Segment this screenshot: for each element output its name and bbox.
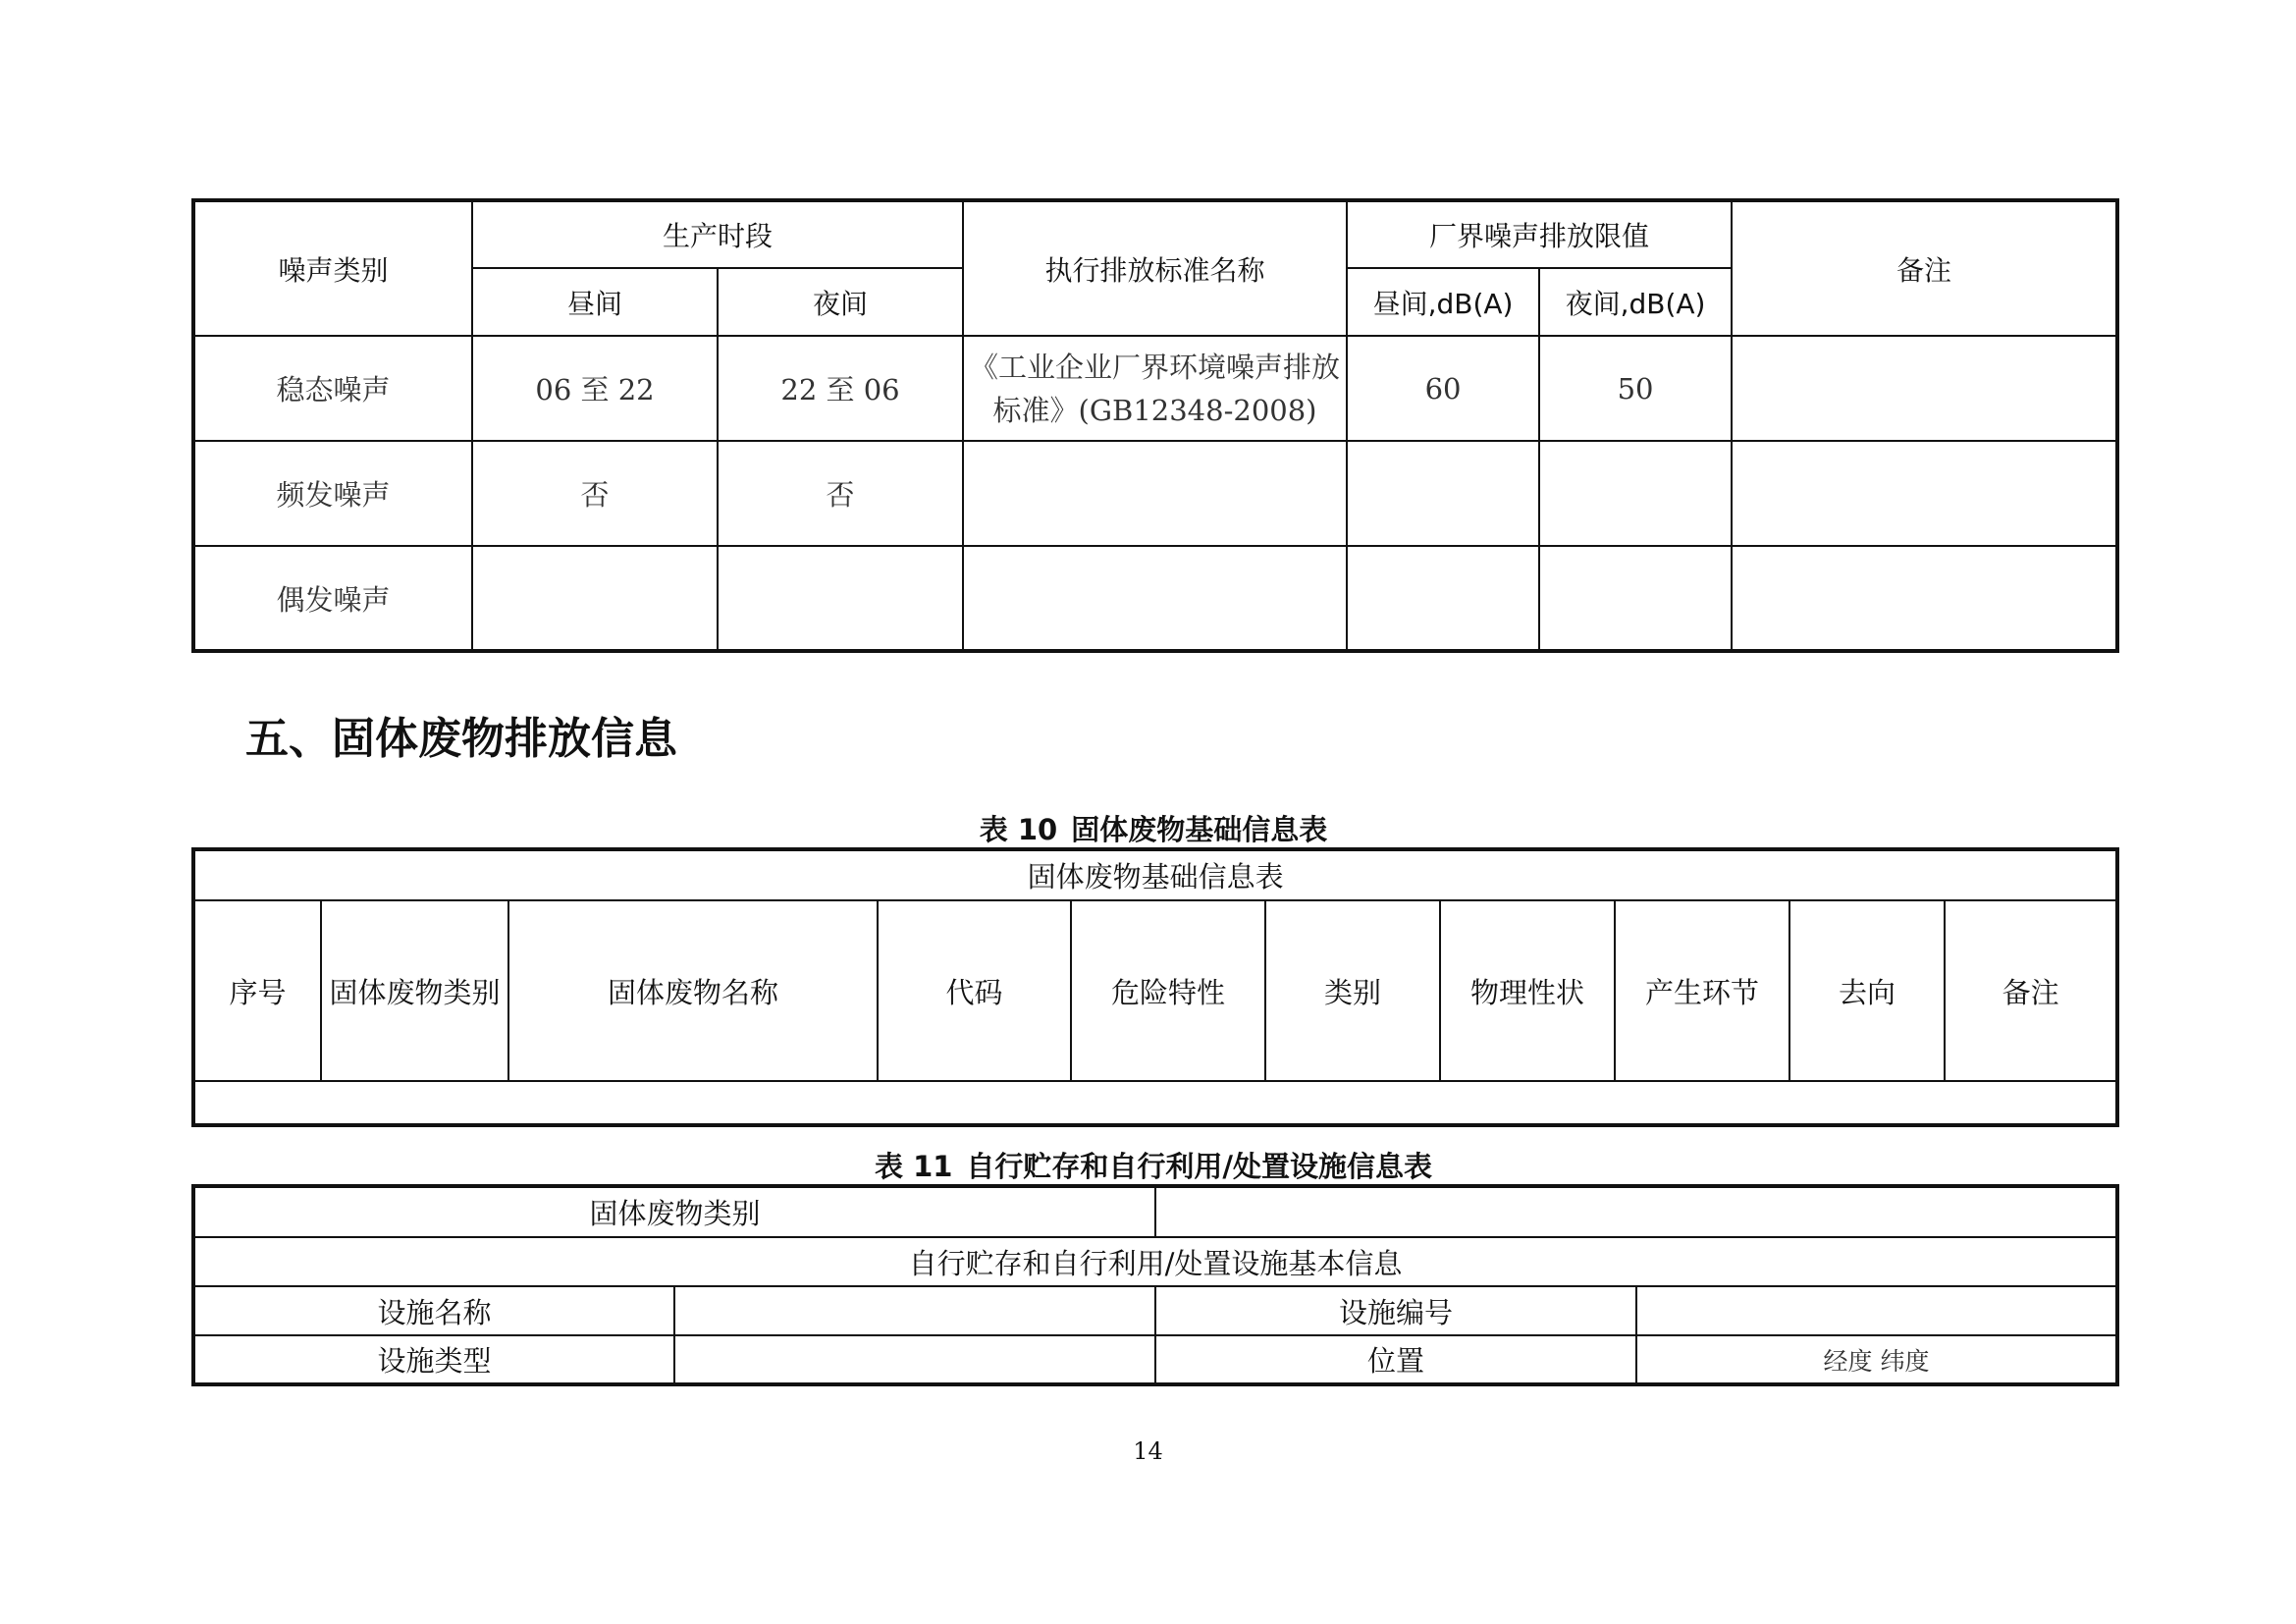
waste-category-value	[1155, 1186, 2117, 1237]
solid-waste-basic-info-table	[191, 847, 2119, 1127]
facility-no-label: 设施编号	[1155, 1286, 1636, 1335]
standard-name-cell	[963, 336, 1347, 441]
table10-caption	[191, 808, 2115, 848]
storage-disposal-facility-table	[191, 1184, 2119, 1386]
day-period-cell	[472, 546, 718, 651]
remark-cell	[1732, 336, 2117, 441]
facility-type-label: 设施类型	[193, 1335, 674, 1384]
header-remark: 备注	[1945, 900, 2117, 1081]
header-night: 夜间	[718, 268, 963, 336]
header-standard-name: 执行排放标准名称	[963, 200, 1347, 336]
header-destination: 去向	[1789, 900, 1945, 1081]
header-generation-step: 产生环节	[1615, 900, 1789, 1081]
table10-caption-title: 固体废物基础信息表	[1071, 813, 1328, 846]
waste-category-label: 固体废物类别	[193, 1186, 1155, 1237]
header-day-limit: 昼间,dB(A)	[1347, 268, 1539, 336]
table11-caption-title: 自行贮存和自行利用/处置设施信息表	[966, 1150, 1433, 1183]
header-code: 代码	[878, 900, 1071, 1081]
header-day: 昼间	[472, 268, 718, 336]
day-period-cell: 06 至 22	[472, 336, 718, 441]
remark-cell	[1732, 546, 2117, 651]
noise-category-cell: 频发噪声	[193, 441, 472, 546]
day-limit-cell	[1347, 441, 1539, 546]
header-physical-state: 物理性状	[1440, 900, 1615, 1081]
night-limit-cell	[1539, 546, 1732, 651]
header-hazard-property: 危险特性	[1071, 900, 1265, 1081]
facility-no-value	[1636, 1286, 2117, 1335]
facility-info-subheader: 自行贮存和自行利用/处置设施基本信息	[193, 1237, 2117, 1286]
night-period-cell: 否	[718, 441, 963, 546]
header-waste-category: 固体废物类别	[321, 900, 508, 1081]
header-boundary-limit: 厂界噪声排放限值	[1347, 200, 1732, 268]
standard-line-2: 标准》(GB12348-2008)	[992, 393, 1317, 427]
location-value: 经度 纬度	[1636, 1335, 2117, 1384]
empty-data-row	[193, 1081, 2117, 1125]
table-row	[193, 336, 2117, 441]
table-row	[193, 546, 2117, 651]
facility-name-value	[674, 1286, 1155, 1335]
noise-category-cell: 偶发噪声	[193, 546, 472, 651]
day-limit-cell	[1347, 546, 1539, 651]
night-limit-cell	[1539, 441, 1732, 546]
night-period-cell: 22 至 06	[718, 336, 963, 441]
header-serial-no: 序号	[193, 900, 321, 1081]
day-limit-cell: 60	[1347, 336, 1539, 441]
location-label: 位置	[1155, 1335, 1636, 1384]
header-waste-name: 固体废物名称	[508, 900, 878, 1081]
facility-type-value	[674, 1335, 1155, 1384]
table-row	[193, 441, 2117, 546]
standard-name-cell	[963, 546, 1347, 651]
table10-caption-number: 表 10	[979, 813, 1058, 846]
remark-cell	[1732, 441, 2117, 546]
header-production-period: 生产时段	[472, 200, 963, 268]
night-limit-cell: 50	[1539, 336, 1732, 441]
table11-caption	[191, 1145, 2115, 1185]
facility-name-label: 设施名称	[193, 1286, 674, 1335]
noise-category-cell: 稳态噪声	[193, 336, 472, 441]
header-remark: 备注	[1732, 200, 2117, 336]
table11-caption-number: 表 11	[874, 1150, 953, 1183]
noise-emission-table	[191, 198, 2119, 653]
header-noise-category: 噪声类别	[193, 200, 472, 336]
header-night-limit: 夜间,dB(A)	[1539, 268, 1732, 336]
standard-line-1: 《工业企业厂界环境噪声排放	[970, 350, 1341, 384]
night-period-cell	[718, 546, 963, 651]
day-period-cell: 否	[472, 441, 718, 546]
table10-banner: 固体废物基础信息表	[193, 849, 2117, 900]
section-title: 五、固体废物排放信息	[245, 714, 677, 764]
page-number: 14	[1133, 1437, 1163, 1465]
header-type: 类别	[1265, 900, 1440, 1081]
standard-name-cell	[963, 441, 1347, 546]
